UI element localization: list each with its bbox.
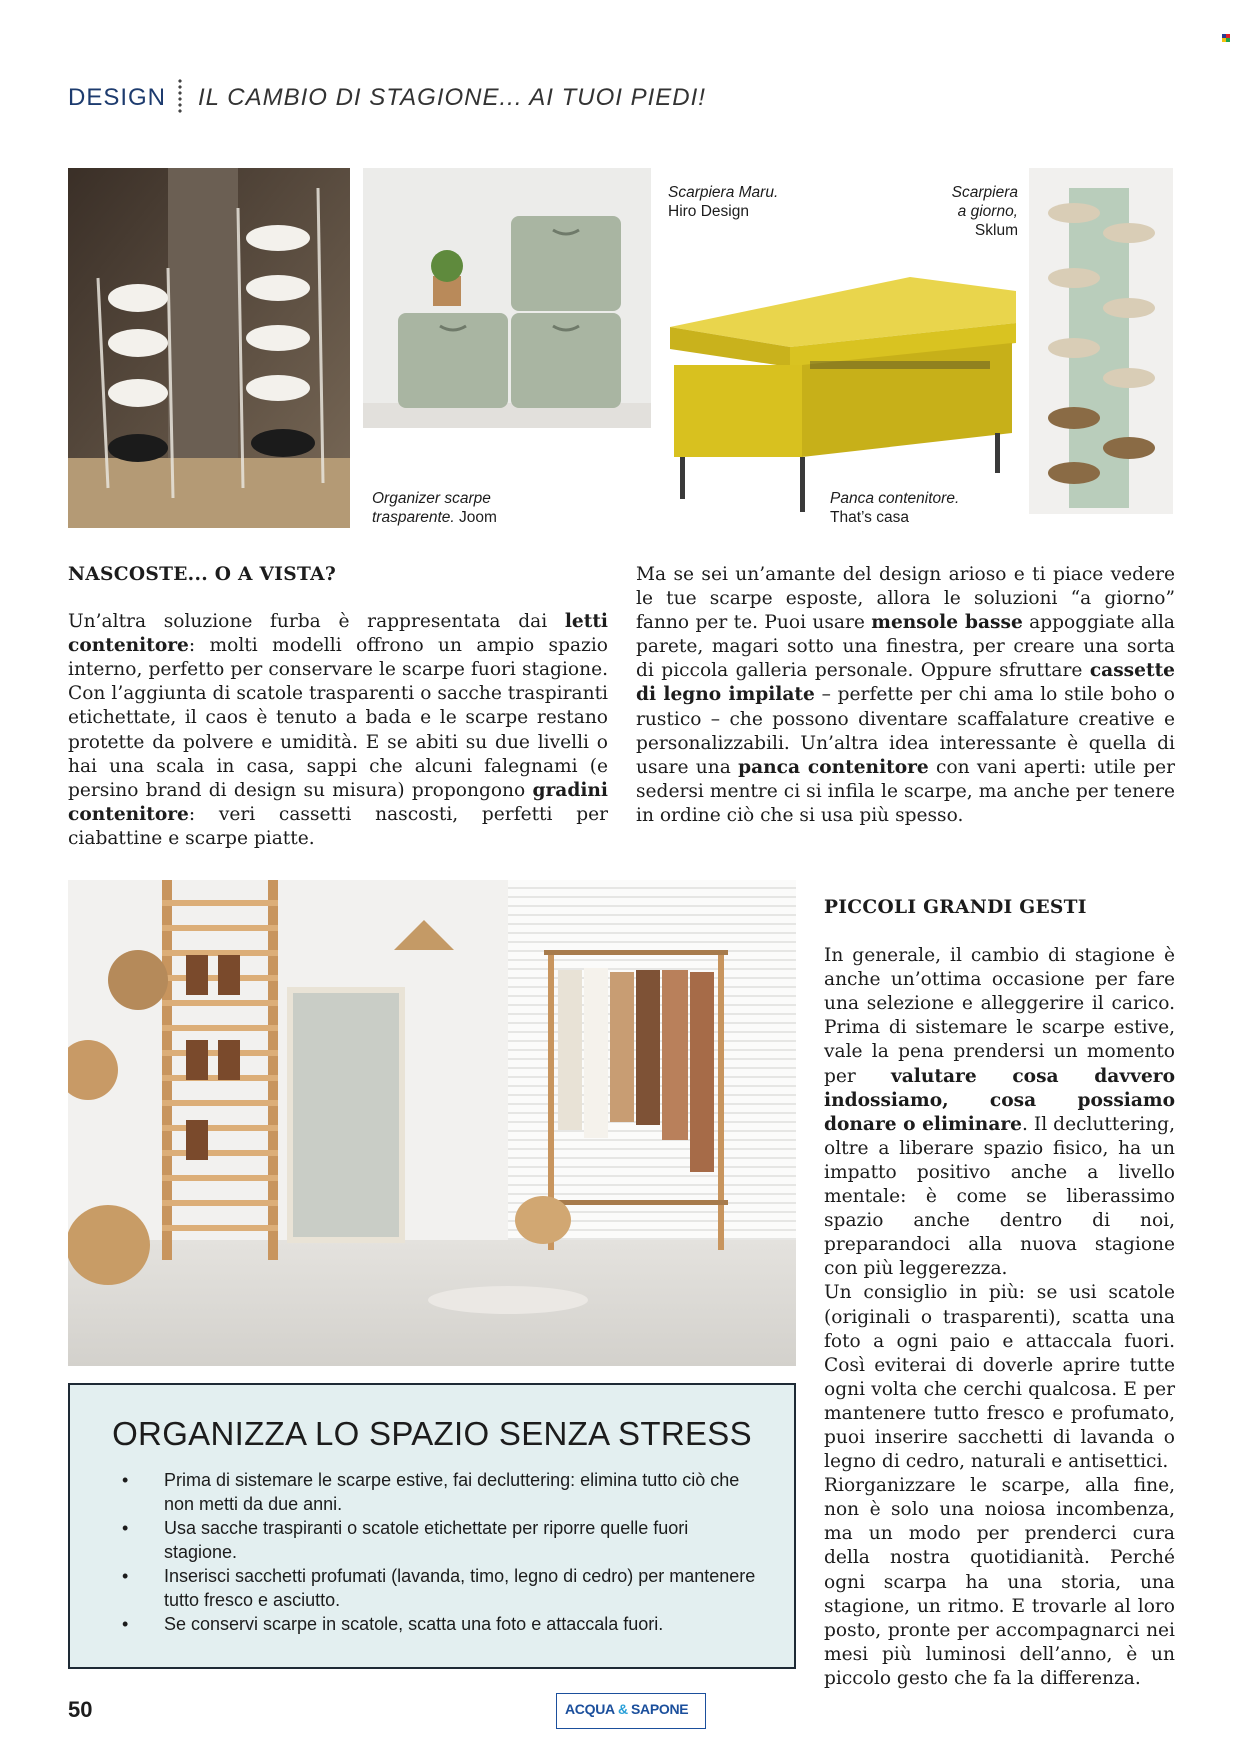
list-item: • Prima di sistemare le scarpe estive, fai decluttering: elimina tutto ciò che non metti da due anni. [122,1468,764,1516]
paragraph: Un’altra soluzione furba è rappresentata dai letti contenitore: molti modelli offrono un ampio spazio interno, perfetto per conservare le scarpe fuori stagione. Con l’aggiunta di scatole trasparenti o sacche traspiranti etichettate, il caos è tenuto a bada e le scarpe restano protette da polvere e umidità. E se abiti su due livelli o hai una scala in casa, sappi che alcuni falegnami (e persino brand di design su misura) propongono gradini contenitore: veri cassetti nascosti, perfetti per ciabattine e scarpe piatte. [68,611,608,849]
section-heading: NASCOSTE... O A VISTA? [68,564,337,585]
photo-organizer [68,168,350,528]
caption-sklum: Scarpiera a giorno, Sklum [951,184,1018,239]
tips-box-title: ORGANIZZA LO SPAZIO SENZA STRESS [112,1415,752,1452]
article-column-left [68,563,608,851]
list-item: • Se conservi scarpe in scatole, scatta una foto e attaccala fuori. [122,1612,764,1636]
photo-room-wardrobe [68,880,796,1366]
acqua-sapone-logo: ACQUA & SAPONE [556,1693,706,1729]
caption-panca: Panca contenitore. That’s casa [830,490,960,526]
photo-scarpiera-maru [363,168,651,428]
section-label: DESIGN [68,84,167,111]
article-column-sidebar [824,896,1175,1691]
header-divider [178,78,182,114]
color-mark-icon [1222,34,1230,42]
article-column-right [636,563,1175,828]
paragraph: Un consiglio in più: se usi scatole (originali o trasparenti), scatta una foto a ogni paio e attaccala fuori. Così eviterai di doverle aprire tutte ogni volta che cerchi qualcosa. E per mantenere tutto fresco e profumato, puoi inserire sacchetti di lavanda o legno di cedro, naturali e antisettici. [824,1282,1175,1473]
section-heading: PICCOLI GRANDI GESTI [824,897,1087,918]
caption-maru: Scarpiera Maru. Hiro Design [668,184,779,220]
paragraph: Riorganizzare le scarpe, alla fine, non è solo una noiosa incombenza, ma un modo per prenderci cura della nostra quotidianità. Perché ogni scarpa ha una storia, una stagione, un ritmo. E trovarle al loro posto, pronte per accompagnarci nei mesi più luminosi dell’anno, è un piccolo gesto che fa la differenza. [824,1475,1175,1689]
paragraph: In generale, il cambio di stagione è anche un’ottima occasione per fare una selezione e alleggerire il carico. Prima di sistemare le scarpe estive, vale la pena prendersi un momento per valutare cosa davvero indossiamo, cosa possiamo donare o eliminare. Il decluttering, oltre a liberare spazio fisico, ha un impatto positivo anche a livello mentale: è come se liberassimo spazio anche dentro di noi, preparandoci alla nuova stagione con più leggerezza. [824,945,1175,1280]
tips-box [68,1383,796,1669]
list-item: • Inserisci sacchetti profumati (lavanda, timo, legno di cedro) per mantenere tutto fresco e asciutto. [122,1564,764,1612]
page-number: 50 [68,1697,93,1722]
photo-scarpiera-sklum [1029,168,1173,514]
paragraph: Ma se sei un’amante del design arioso e ti piace vedere le tue scarpe esposte, allora le soluzioni “a giorno” fanno per te. Puoi usare mensole basse appoggiate alla parete, magari sotto una finestra, per creare una sorta di piccola galleria personale. Oppure sfruttare cassette di legno impilate – perfette per chi ama lo stile boho o rustico – che possono diventare scaffalature creative e personalizzabili. Un’altra idea interessante è quella di usare una panca contenitore con vani aperti: utile per sedersi mentre ci si infila le scarpe, ma anche per tenere in ordine ciò che si usa più spesso. [636,564,1175,826]
photo-panca-contenitore [660,265,1020,515]
list-item: • Usa sacche traspiranti o scatole etichettate per riporre quelle fuori stagione. [122,1516,764,1564]
page-title: IL CAMBIO DI STAGIONE... AI TUOI PIEDI! [198,84,706,111]
tips-list [122,1468,764,1636]
caption-organizer: Organizer scarpe trasparente. Joom [372,490,497,526]
